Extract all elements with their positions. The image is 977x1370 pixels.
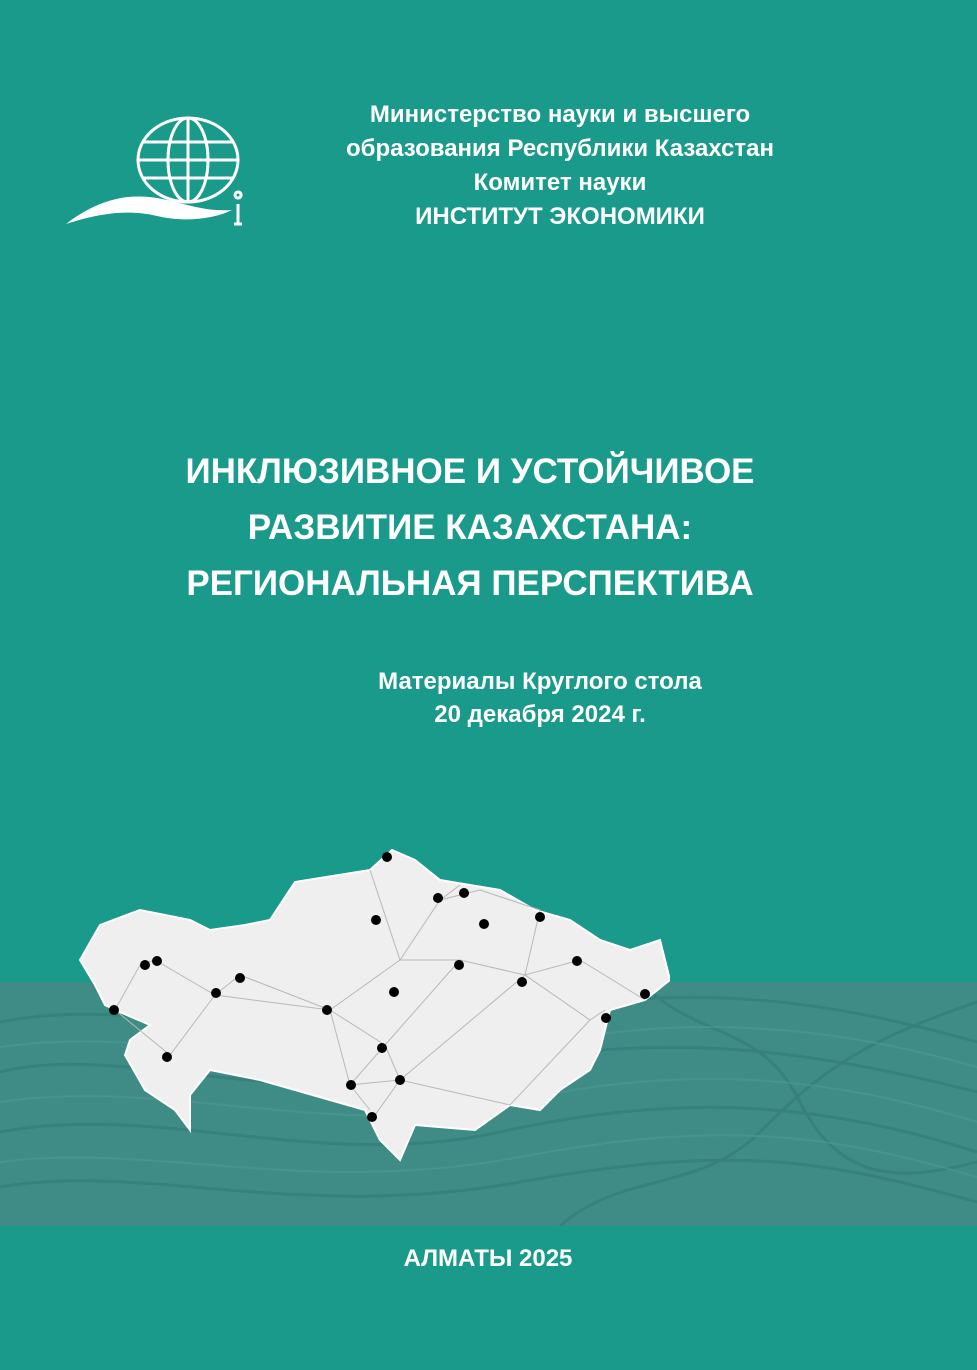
title-line: РАЗВИТИЕ КАЗАХСТАНА: [247,508,693,547]
subtitle-line: Материалы Круглого стола [378,668,702,695]
organization-line: образования Республики Казахстан [345,135,774,162]
book-subtitle [330,665,750,731]
organization-line: Комитет науки [473,169,647,196]
organization-line: Министерство науки и высшего [369,101,751,128]
city-year: АЛМАТЫ 2025 [403,1245,573,1272]
subtitle-line: 20 декабря 2024 г. [434,701,646,728]
globe-wave-logo [62,112,252,230]
organization-line: ИНСТИТУТ ЭКОНОМИКИ [415,203,705,230]
title-line: ИНКЛЮЗИВНОЕ И УСТОЙЧИВОЕ [185,452,755,491]
organization-block [300,98,820,234]
title-line: РЕГИОНАЛЬНАЯ ПЕРСПЕКТИВА [186,564,754,603]
kazakhstan-network-map [70,840,670,1170]
book-title [70,444,870,612]
